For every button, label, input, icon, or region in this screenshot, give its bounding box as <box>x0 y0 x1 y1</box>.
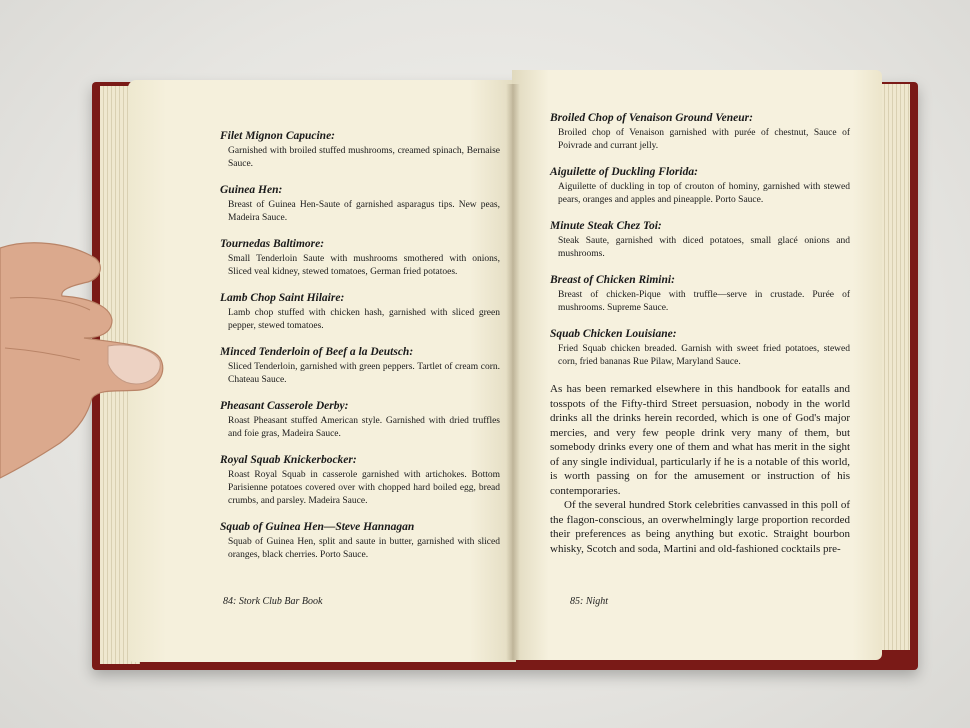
recipe-description: Broiled chop of Venaison garnished with purée of chestnut, Sauce of Poivrade and currant jelly. <box>558 128 850 151</box>
recipe-description: Steak Saute, garnished with diced potatoes, small glacé onions and mushrooms. <box>558 236 850 259</box>
recipe-title: Aiguilette of Duckling Florida: <box>550 166 698 178</box>
recipe-entry <box>220 346 500 387</box>
hand-holding-book <box>0 238 175 498</box>
right-page <box>512 70 882 660</box>
recipe-description: Garnished with broiled stuffed mushrooms, creamed spinach, Bernaise Sauce. <box>228 146 500 169</box>
prose-paragraph: Of the several hundred Stork celebrities canvassed in this poll of the flagon-conscious, an overwhelmingly large proportion recorded their preferences as being anything but exotic. Straight bourbon whisky, Scotch and soda, Martini and old-fashioned cocktails pre- <box>550 499 850 555</box>
recipe-title: Broiled Chop of Venaison Ground Veneur: <box>550 112 753 124</box>
recipe-entry <box>220 292 500 333</box>
recipe-description: Breast of chicken-Pique with truffle—serve in crustade. Purée of mushrooms. Supreme Sauce. <box>558 290 850 313</box>
recipe-title: Guinea Hen: <box>220 184 283 196</box>
recipe-title: Royal Squab Knickerbocker: <box>220 454 357 466</box>
recipe-description: Small Tenderloin Saute with mushrooms smothered with onions, Sliced veal kidney, stewed tomatoes, German fried potatoes. <box>228 254 500 277</box>
recipe-entry <box>220 521 500 562</box>
left-page-folio: 84: Stork Club Bar Book <box>223 596 323 607</box>
recipe-title: Minced Tenderloin of Beef a la Deutsch: <box>220 346 414 358</box>
recipe-entry <box>550 274 850 315</box>
recipe-entry <box>220 238 500 279</box>
recipe-title: Tournedas Baltimore: <box>220 238 325 250</box>
recipe-entry <box>220 130 500 171</box>
recipe-entry <box>550 220 850 261</box>
right-page-column <box>550 112 850 556</box>
recipe-title: Squab of Guinea Hen—Steve Hannagan <box>220 521 415 533</box>
recipe-description: Sliced Tenderloin, garnished with green peppers. Tartlet of cream corn. Chateau Sauce. <box>228 362 500 385</box>
right-page-recipes <box>550 112 850 369</box>
recipe-title: Minute Steak Chez Toi: <box>550 220 662 232</box>
recipe-description: Breast of Guinea Hen-Saute of garnished asparagus tips. New peas, Madeira Sauce. <box>228 200 500 223</box>
recipe-title: Squab Chicken Louisiane: <box>550 328 677 340</box>
prose-paragraph: As has been remarked elsewhere in this handbook for eatalls and tosspots of the Fifty-third Street persuasion, nobody in the world drinks all the drinks herein recorded, which is one of God's major mercies, and very few people drink very many of them, but somebody drinks every one of them and what has merit in the sight of any single individual, particularly if he is a notable of this world, is worth passing on for the amusement or instruction of his contemporaries. <box>550 383 850 497</box>
recipe-title: Pheasant Casserole Derby: <box>220 400 349 412</box>
recipe-entry <box>220 454 500 508</box>
recipe-entry <box>550 166 850 207</box>
left-page-column <box>220 130 500 575</box>
recipe-title: Lamb Chop Saint Hilaire: <box>220 292 345 304</box>
recipe-title: Breast of Chicken Rimini: <box>550 274 675 286</box>
right-page-prose <box>550 382 850 556</box>
recipe-entry <box>220 400 500 441</box>
recipe-description: Aiguilette of duckling in top of crouton of hominy, garnished with stewed pears, oranges and apples and pineapple. Porto Sauce. <box>558 182 850 205</box>
recipe-description: Roast Royal Squab in casserole garnished with artichokes. Bottom Parisienne potatoes covered over with chopped hard boiled egg, bread crumbs, and parsley. Madeira Sauce. <box>228 470 500 506</box>
recipe-description: Lamb chop stuffed with chicken hash, garnished with sliced green pepper, stewed tomatoes. <box>228 308 500 331</box>
recipe-entry <box>550 328 850 369</box>
recipe-description: Squab of Guinea Hen, split and saute in butter, garnished with sliced oranges, black cherries. Porto Sauce. <box>228 537 500 560</box>
recipe-entry <box>550 112 850 153</box>
recipe-description: Fried Squab chicken breaded. Garnish with sweet fried potatoes, stewed corn, fried bananas Rue Pilaw, Maryland Sauce. <box>558 344 850 367</box>
left-page <box>128 80 516 662</box>
recipe-title: Filet Mignon Capucine: <box>220 130 336 142</box>
recipe-description: Roast Pheasant stuffed American style. Garnished with dried truffles and foie gras, Madeira Sauce. <box>228 416 500 439</box>
book-gutter <box>506 84 520 660</box>
right-page-folio: 85: Night <box>570 596 609 607</box>
recipe-entry <box>220 184 500 225</box>
